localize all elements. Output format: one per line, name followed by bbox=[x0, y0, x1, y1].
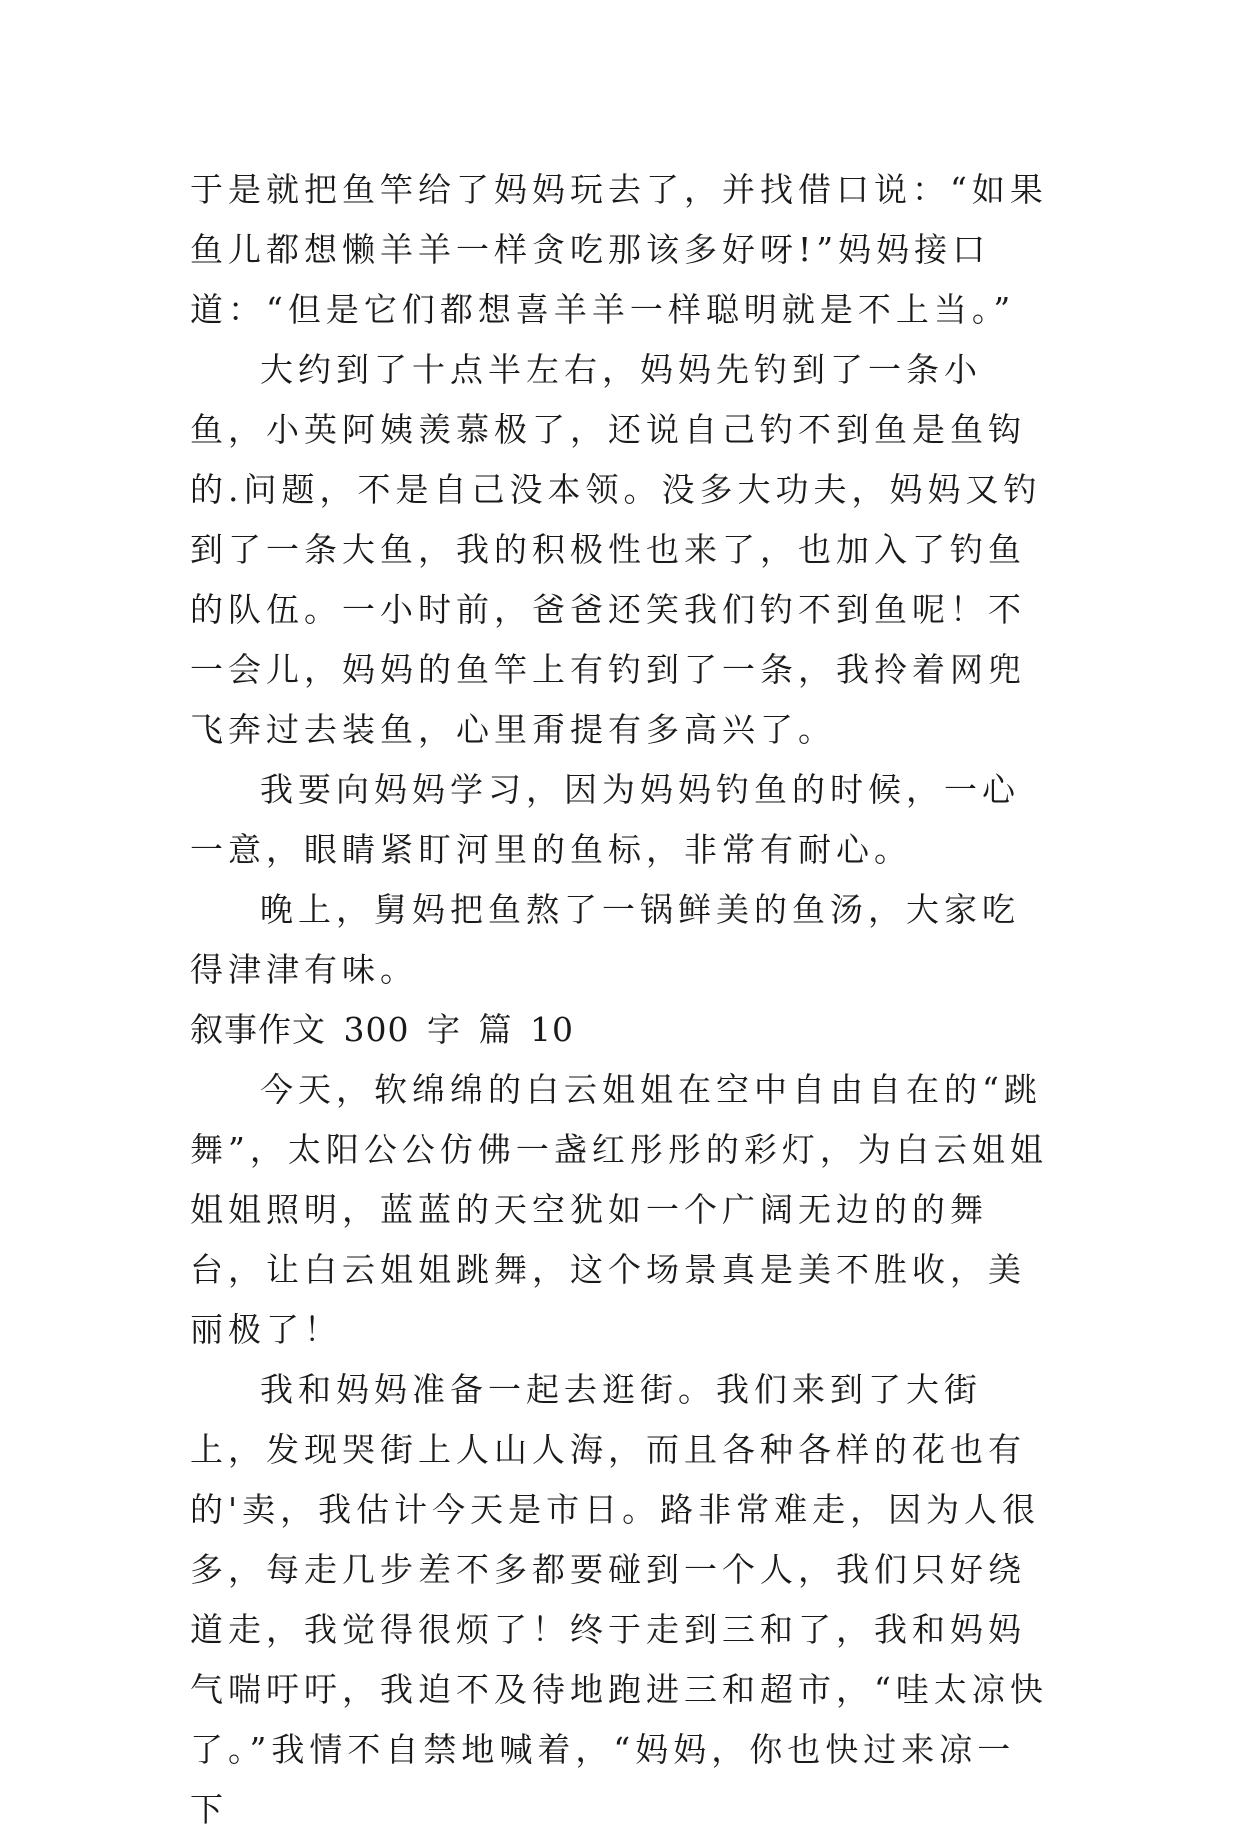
paragraph: 我要向妈妈学习，因为妈妈钓鱼的时候，一心一意，眼睛紧盯河里的鱼标，非常有耐心。 bbox=[190, 770, 1020, 869]
paragraph: 于是就把鱼竿给了妈妈玩去了，并找借口说：“如果鱼儿都想懒羊羊一样贪吃那该多好呀!”妈妈接口道：“但是它们都想喜羊羊一样聪明就是不上当。” bbox=[190, 170, 1048, 329]
document-body bbox=[190, 160, 1052, 1840]
paragraph: 大约到了十点半左右，妈妈先钓到了一条小鱼，小英阿姨羡慕极了，还说自己钓不到鱼是鱼钩的.问题，不是自己没本领。没多大功夫，妈妈又钓到了一条大鱼，我的积极性也来了，也加入了钓鱼的队伍。一小时前，爸爸还笑我们钓不到鱼呢！不一会儿，妈妈的鱼竿上有钓到了一条，我拎着网兜飞奔过去装鱼，心里甭提有多高兴了。 bbox=[190, 350, 1042, 749]
section-heading: 叙事作文 300 字 篇 10 bbox=[190, 1010, 574, 1049]
paragraph: 我和妈妈准备一起去逛街。我们来到了大街上，发现哭街上人山人海，而且各种各样的花也有的'卖，我估计今天是市日。路非常难走，因为人很多，每走几步差不多都要碰到一个人，我们只好绕道走，我觉得很烦了！终于走到三和了，我和妈妈气喘吁吁，我迫不及待地跑进三和超市，“哇太凉快了。”我情不自禁地喊着，“妈妈，你也快过来凉一下 bbox=[190, 1370, 1048, 1829]
paragraph: 今天，软绵绵的白云姐姐在空中自由自在的“跳舞”，太阳公公仿佛一盏红彤彤的彩灯，为白云姐姐姐姐照明，蓝蓝的天空犹如一个广阔无边的的舞台，让白云姐姐跳舞，这个场景真是美不胜收，美丽极了！ bbox=[190, 1070, 1048, 1349]
paragraph: 晚上，舅妈把鱼熬了一锅鲜美的鱼汤，大家吃得津津有味。 bbox=[190, 890, 1020, 989]
